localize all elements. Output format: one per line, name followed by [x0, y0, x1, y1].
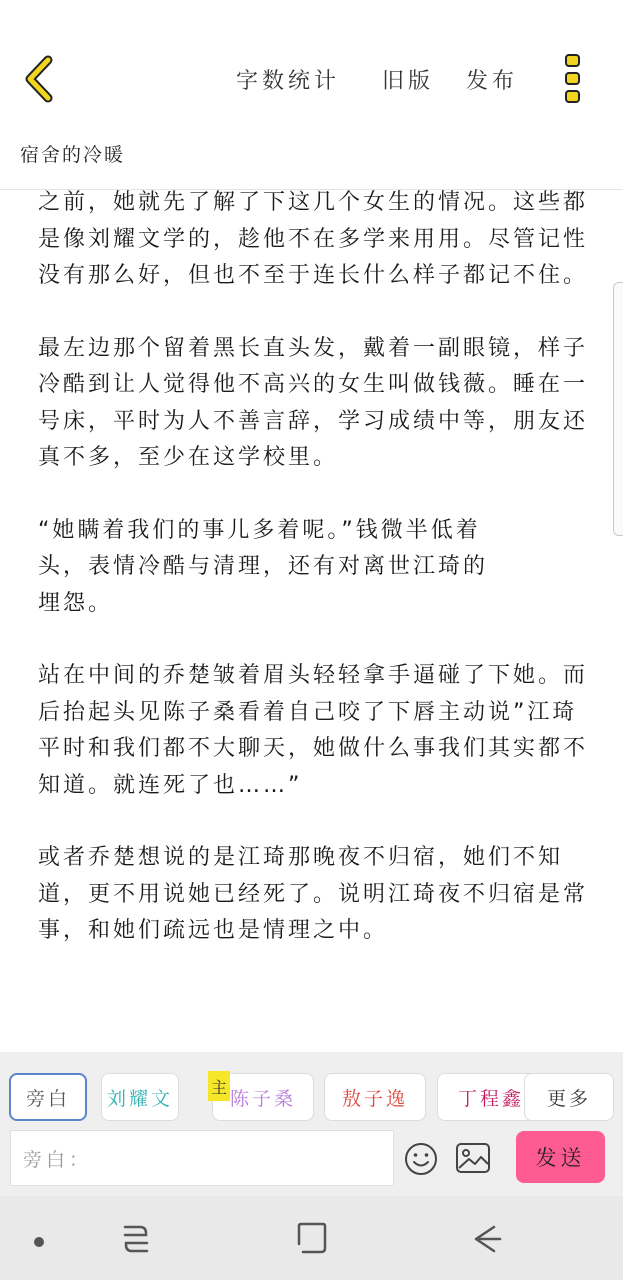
- more-label: 更多: [546, 1087, 591, 1110]
- character-name: 敖子逸: [341, 1087, 408, 1110]
- back-arrow-icon: [470, 1222, 504, 1256]
- home-button[interactable]: [295, 1220, 329, 1260]
- paragraph: 或者乔楚想说的是江琦那晚夜不归宿，她们不知道，更不用说她已经死了。说明江琦夜不归宿是常事，和她们疏远也是情理之中。: [38, 845, 589, 943]
- publish-button[interactable]: 发布: [466, 69, 519, 94]
- back-nav-button[interactable]: [470, 1222, 504, 1260]
- top-bar: [0, 0, 623, 130]
- paragraph: 最左边那个留着黑长直头发，戴着一副眼镜，样子冷酷到让人觉得他不高兴的女生叫做钱薇。睡在一号床，平时为人不善言辞，学习成绩中等，朋友还真不多，至少在这学校里。: [38, 335, 589, 470]
- insert-image-button[interactable]: [455, 1142, 491, 1174]
- smiley-icon: [404, 1142, 438, 1176]
- document-title: 宿舍的冷暖: [20, 144, 126, 166]
- nav-dot-button[interactable]: [32, 1234, 46, 1253]
- scroll-handle[interactable]: [613, 282, 623, 536]
- paragraph: 之前，她就先了解了下这几个女生的情况。这些都是像刘耀文学的，趁他不在多学来用用。尽管记性没有那么好，但也不至于连长什么样子都记不住。: [38, 190, 589, 288]
- emoji-button[interactable]: [404, 1142, 438, 1176]
- character-chip-liu-yaowen[interactable]: [101, 1073, 179, 1121]
- more-menu-button[interactable]: [560, 52, 586, 106]
- recent-apps-icon: [120, 1222, 152, 1256]
- recent-apps-button[interactable]: [120, 1222, 152, 1260]
- chevron-left-icon: [18, 54, 62, 104]
- character-name: 旁白: [25, 1087, 70, 1110]
- image-icon: [455, 1142, 491, 1174]
- character-chip-narration[interactable]: [9, 1073, 87, 1121]
- dot-icon: [32, 1235, 46, 1249]
- paragraph: “她瞒着我们的事儿多着呢。”钱微半低着头，表情冷酷与清理，还有对离世江琦的埋怨。: [38, 517, 489, 616]
- message-input[interactable]: [10, 1130, 394, 1186]
- more-characters-button[interactable]: [524, 1073, 614, 1121]
- old-version-button[interactable]: 旧版: [382, 69, 435, 94]
- home-icon: [295, 1220, 329, 1256]
- character-name: 刘耀文: [106, 1087, 173, 1110]
- send-label: 发送: [535, 1146, 586, 1170]
- input-placeholder: 旁白：: [23, 1148, 93, 1171]
- character-name: 丁程鑫: [458, 1087, 525, 1110]
- send-button[interactable]: [516, 1131, 605, 1183]
- vertical-dots-icon: [560, 52, 586, 106]
- paragraph: 站在中间的乔楚皱着眉头轻轻拿手逼碰了下她。而后抬起头见陈子桑看着自己咬了下唇主动说”江琦平时和我们都不大聊天，她做什么事我们其实都不知道。就连死了也……”: [38, 663, 589, 798]
- word-count-button[interactable]: 字数统计: [236, 69, 341, 94]
- character-name: 陈子桑: [229, 1087, 296, 1110]
- back-button[interactable]: [18, 54, 62, 104]
- character-chip-ao-ziyi[interactable]: [324, 1073, 426, 1121]
- system-navigation-bar: [0, 1196, 623, 1280]
- main-character-badge: 主: [208, 1071, 230, 1101]
- story-content[interactable]: [38, 182, 598, 1042]
